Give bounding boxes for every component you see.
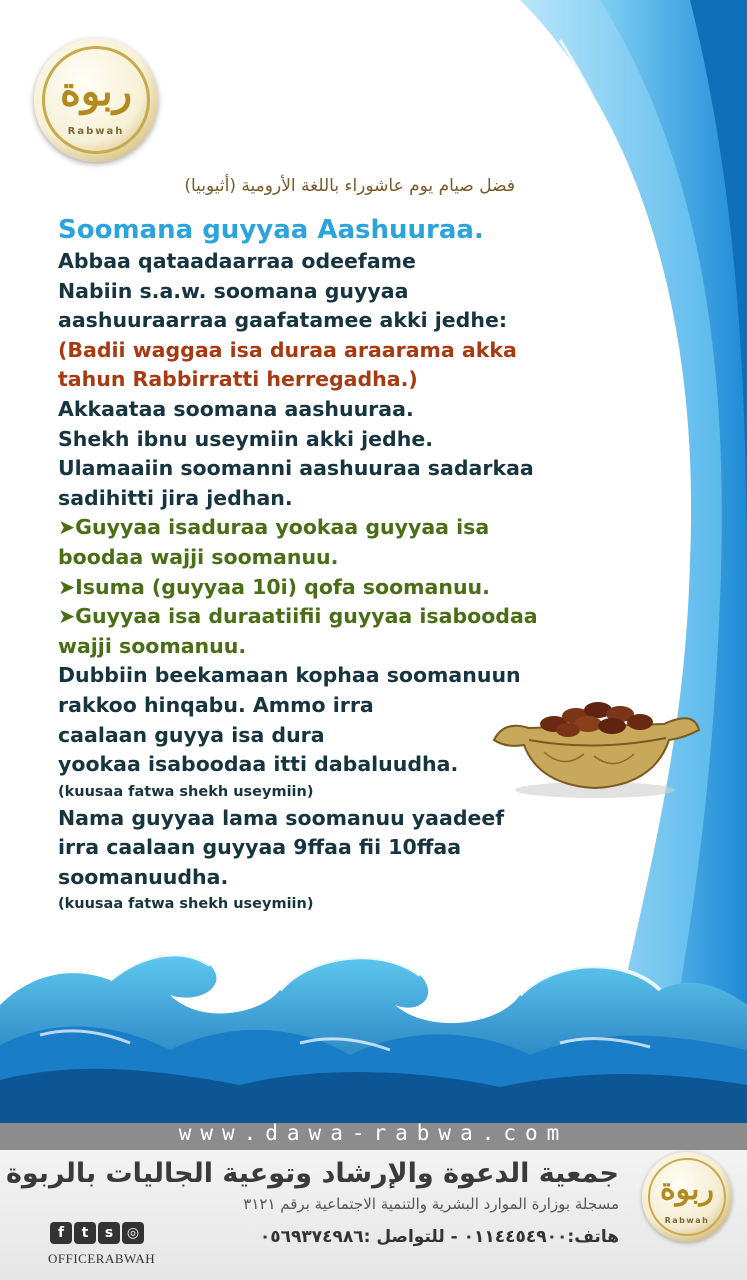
logo-wordmark: Rabwah [67, 126, 125, 137]
twitter-icon[interactable]: t [74, 1222, 96, 1244]
registration-text: مسجلة بوزارة الموارد البشرية والتنمية الاجتماعية برقم ٣١٢١ [243, 1195, 619, 1213]
text-line: caalaan guyya isa dura [58, 722, 325, 747]
text-line: soomanuudha. [58, 864, 229, 889]
text-line: aashuuraarraa gaafatamee akki jedhe: [58, 308, 508, 333]
source-citation: (kuusaa fatwa shekh useymiin) [58, 896, 314, 913]
hadith-quote-line: tahun Rabbirratti herregadha.) [58, 367, 418, 392]
content-title: Soomana guyyaa Aashuuraa. [58, 215, 484, 245]
text-line: Dubbiin beekamaan kophaa soomanuun [58, 663, 521, 688]
logo-glyph: ربوة [59, 68, 133, 115]
rabwah-logo-footer [642, 1152, 732, 1242]
text-line: irra caalaan guyyaa 9ffaa fii 10ffaa [58, 835, 462, 860]
text-line: yookaa isaboodaa itti dabaluudha. [58, 752, 459, 777]
bullet-line: boodaa wajji soomanuu. [58, 544, 339, 569]
bullet-line: ➤Isuma (guyyaa 10i) qofa soomanuu. [58, 574, 490, 599]
text-line: sadihitti jira jedhan. [58, 485, 293, 510]
text-line: Shekh ibnu useymiin akki jedhe. [58, 426, 434, 451]
logo-glyph: ربوة [659, 1172, 715, 1207]
website-url[interactable]: www.dawa-rabwa.com [178, 1121, 569, 1145]
snapchat-icon[interactable]: s [98, 1222, 120, 1244]
contact-numbers: هاتف:٠١١٤٤٥٤٩٠٠ - للتواصل :٠٥٦٩٣٧٤٩٨٦ [259, 1227, 619, 1247]
source-citation: (kuusaa fatwa shekh useymiin) [58, 783, 314, 800]
bullet-line: ➤Guyyaa isa duraatiifii guyyaa isaboodaa [58, 604, 538, 629]
ocean-waves [0, 935, 747, 1125]
text-line: rakkoo hinqabu. Ammo irra [58, 692, 374, 717]
arabic-title: فضل صيام يوم عاشوراء باللغة الأرومية (أثيوبيا) [184, 176, 515, 196]
bullet-line: wajji soomanuu. [58, 633, 247, 658]
text-line: Nama guyyaa lama soomanuu yaadeef [58, 805, 505, 830]
bullet-line: ➤Guyyaa isaduraa yookaa guyyaa isa [58, 515, 490, 540]
logo-wordmark: Rabwah [664, 1216, 710, 1225]
organization-name: جمعية الدعوة والإرشاد وتوعية الجاليات بالربوة [5, 1158, 619, 1189]
dates-bowl-image [484, 690, 706, 802]
text-line: Akkaataa soomana aashuuraa. [58, 396, 414, 421]
facebook-icon[interactable]: f [50, 1222, 72, 1244]
instagram-icon[interactable]: ◎ [122, 1222, 144, 1244]
hadith-quote-line: (Badii waggaa isa duraa araarama akka [58, 337, 517, 362]
social-handle: OFFICERABWAH [48, 1251, 156, 1266]
main-content [58, 213, 618, 916]
text-line: Ulamaaiin soomanni aashuuraa sadarkaa [58, 456, 534, 481]
social-icons [50, 1222, 146, 1244]
text-line: Abbaa qataadaarraa odeefame [58, 249, 416, 273]
text-line: Nabiin s.a.w. soomana guyyaa [58, 278, 409, 303]
rabwah-logo [34, 38, 158, 162]
